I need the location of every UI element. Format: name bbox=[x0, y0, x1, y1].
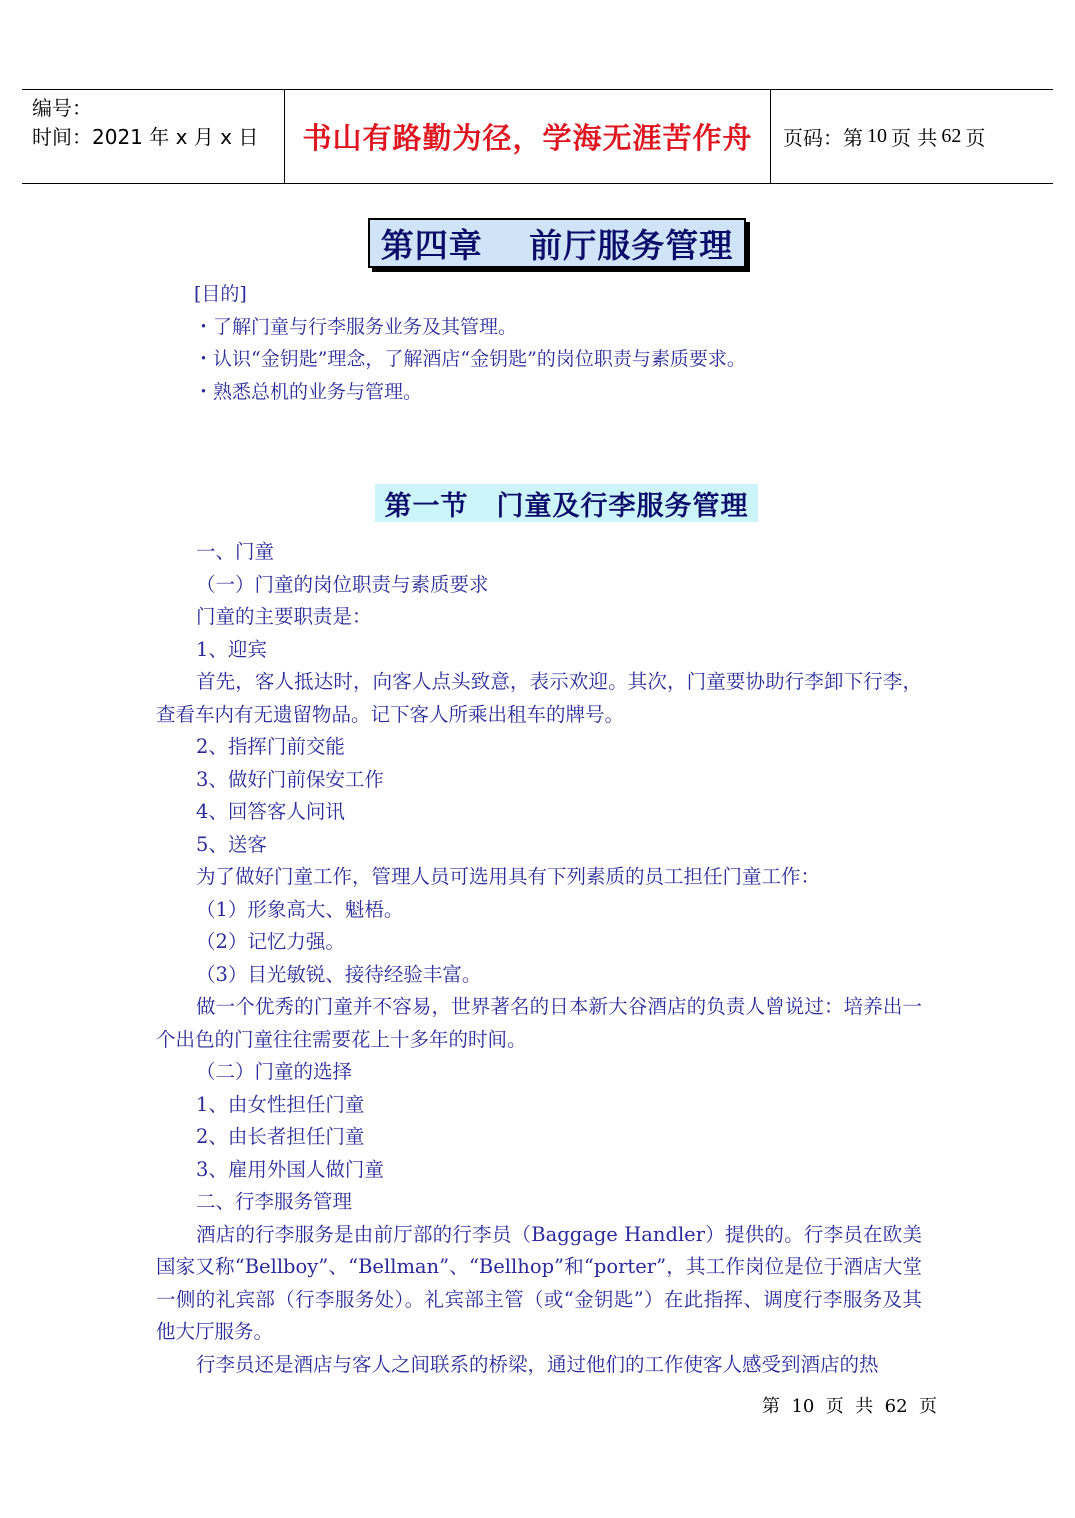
list-item: （3）目光敏锐、接待经验丰富。 bbox=[196, 962, 482, 986]
objective-item: ・了解门童与行李服务业务及其管理。 bbox=[194, 315, 518, 338]
heading-baggage: 二、行李服务管理 bbox=[196, 1190, 353, 1213]
list-item: 1、由女性担任门童 bbox=[196, 1092, 365, 1116]
list-item: 3、做好门前保安工作 bbox=[196, 767, 384, 791]
paragraph: 首先，客人抵达时，向客人点头致意，表示欢迎。其次，门童要协助行李卸下行李，查看车内有无遗留物品。记下客人所乘出租车的牌号。 bbox=[156, 670, 922, 726]
number-label: 编号： bbox=[32, 96, 92, 120]
body-text bbox=[156, 536, 922, 1381]
page-mid: 页 共 bbox=[891, 126, 938, 150]
page-current: 10 bbox=[867, 125, 887, 147]
paragraph: 酒店的行李服务是由前厅部的行李员（Baggage Handler）提供的。行李员在欧美国家又称“Bellboy”、“Bellman”、“Bellhop”和“porter”，其工作岗位是位于酒店大堂一侧的礼宾部（行李服务处）。礼宾部主管（或“金钥匙”）在此指挥、调度行李服务及其他大厅服务。 bbox=[156, 1222, 922, 1343]
header-page-info bbox=[771, 90, 1053, 183]
page-suffix: 页 bbox=[965, 126, 986, 150]
list-item: 2、指挥门前交能 bbox=[196, 735, 345, 758]
chapter-title: 第四章 前厅服务管理 bbox=[368, 218, 746, 268]
list-item: 2、由长者担任门童 bbox=[196, 1125, 365, 1148]
list-item: （2）记忆力强。 bbox=[196, 930, 345, 953]
heading-doorman: 一、门童 bbox=[196, 540, 275, 563]
list-item: 3、雇用外国人做门童 bbox=[196, 1157, 384, 1181]
objectives bbox=[194, 278, 746, 408]
list-item: 1、迎宾 bbox=[196, 637, 267, 661]
subheading-duties: （一）门童的岗位职责与素质要求 bbox=[196, 572, 489, 596]
page-footer: 第 10 页 共 62 页 bbox=[762, 1396, 938, 1417]
page-header bbox=[22, 89, 1053, 184]
page-total: 62 bbox=[941, 125, 962, 147]
page-prefix: 页码：第 bbox=[783, 126, 863, 150]
text-line: 为了做好门童工作，管理人员可选用具有下列素质的员工担任门童工作： bbox=[196, 865, 821, 888]
text-line: 门童的主要职责是： bbox=[196, 605, 372, 628]
objectives-label: [目的] bbox=[194, 283, 247, 305]
paragraph: 行李员还是酒店与客人之间联系的桥梁，通过他们的工作使客人感受到酒店的热 bbox=[196, 1352, 879, 1376]
paragraph: 做一个优秀的门童并不容易，世界著名的日本新大谷酒店的负责人曾说过：培养出一个出色的门童往往需要花上十多年的时间。 bbox=[156, 995, 922, 1051]
header-motto: 书山有路勤为径，学海无涯苦作舟 bbox=[285, 90, 771, 183]
header-meta bbox=[22, 90, 285, 183]
objective-item: ・熟悉总机的业务与管理。 bbox=[194, 380, 423, 403]
list-item: （1）形象高大、魁梧。 bbox=[196, 897, 404, 921]
section-title: 第一节 门童及行李服务管理 bbox=[375, 484, 758, 522]
list-item: 4、回答客人问讯 bbox=[196, 800, 345, 823]
subheading-selection: （二）门童的选择 bbox=[196, 1060, 353, 1083]
objective-item: ・认识“金钥匙”理念，了解酒店“金钥匙”的岗位职责与素质要求。 bbox=[194, 348, 746, 370]
list-item: 5、送客 bbox=[196, 832, 267, 856]
time-label: 时间：2021 年 x 月 x 日 bbox=[32, 125, 259, 149]
